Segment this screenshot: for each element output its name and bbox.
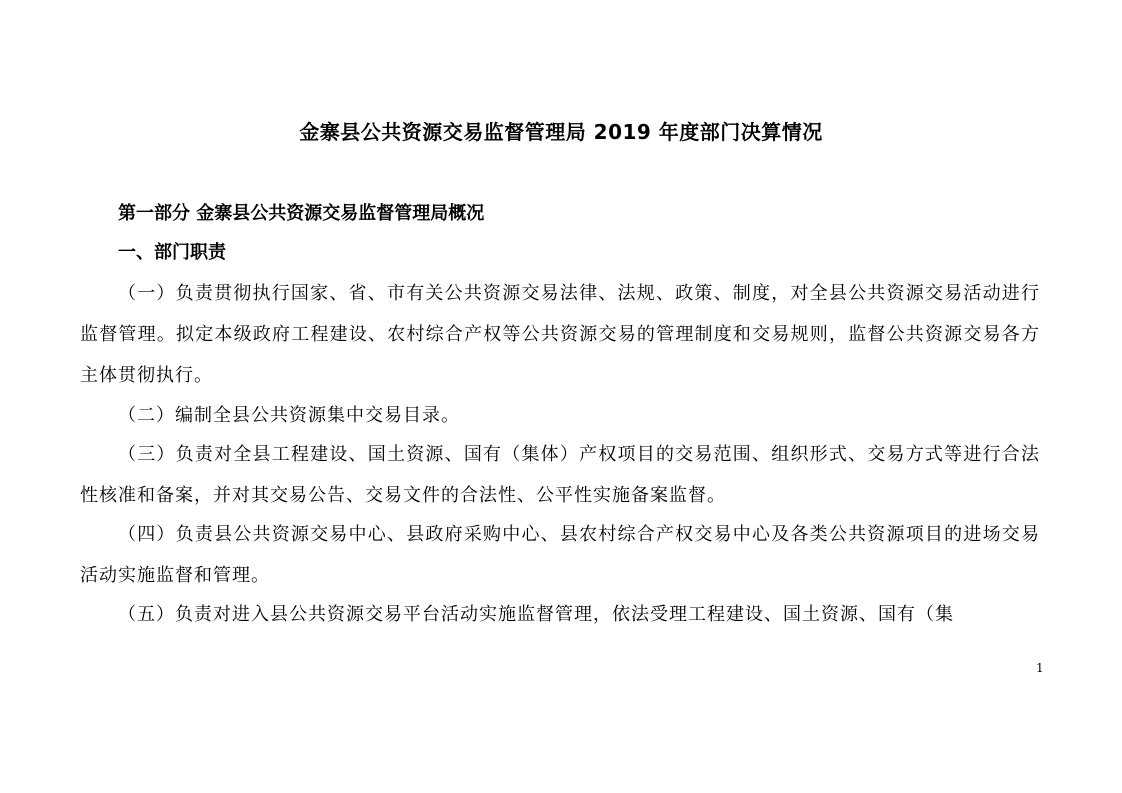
paragraph: （一）负责贯彻执行国家、省、市有关公共资源交易法律、法规、政策、制度，对全县公共资源交易活动进行监督管理。拟定本级政府工程建设、农村综合产权等公共资源交易的管理制度和交易规则，监督公共资源交易各方主体贯彻执行。 — [80, 283, 1040, 386]
paragraph: （三）负责对全县工程建设、国土资源、国有（集体）产权项目的交易范围、组织形式、交易方式等进行合法性核准和备案，并对其交易公告、交易文件的合法性、公平性实施备案监督。 — [80, 444, 1040, 506]
paragraph: （四）负责县公共资源交易中心、县政府采购中心、县农村综合产权交易中心及各类公共资源项目的进场交易活动实施监督和管理。 — [80, 524, 1040, 586]
page-number: 1 — [1036, 661, 1044, 675]
section-heading: 一、部门职责 — [118, 242, 226, 263]
document-title: 金寨县公共资源交易监督管理局 2019 年度部门决算情况 — [299, 120, 823, 144]
paragraph: （五）负责对进入县公共资源交易平台活动实施监督管理，依法受理工程建设、国土资源、国有（集 — [118, 604, 954, 625]
paragraph: （二）编制全县公共资源集中交易目录。 — [118, 405, 460, 426]
part-heading: 第一部分 金寨县公共资源交易监督管理局概况 — [118, 203, 485, 224]
